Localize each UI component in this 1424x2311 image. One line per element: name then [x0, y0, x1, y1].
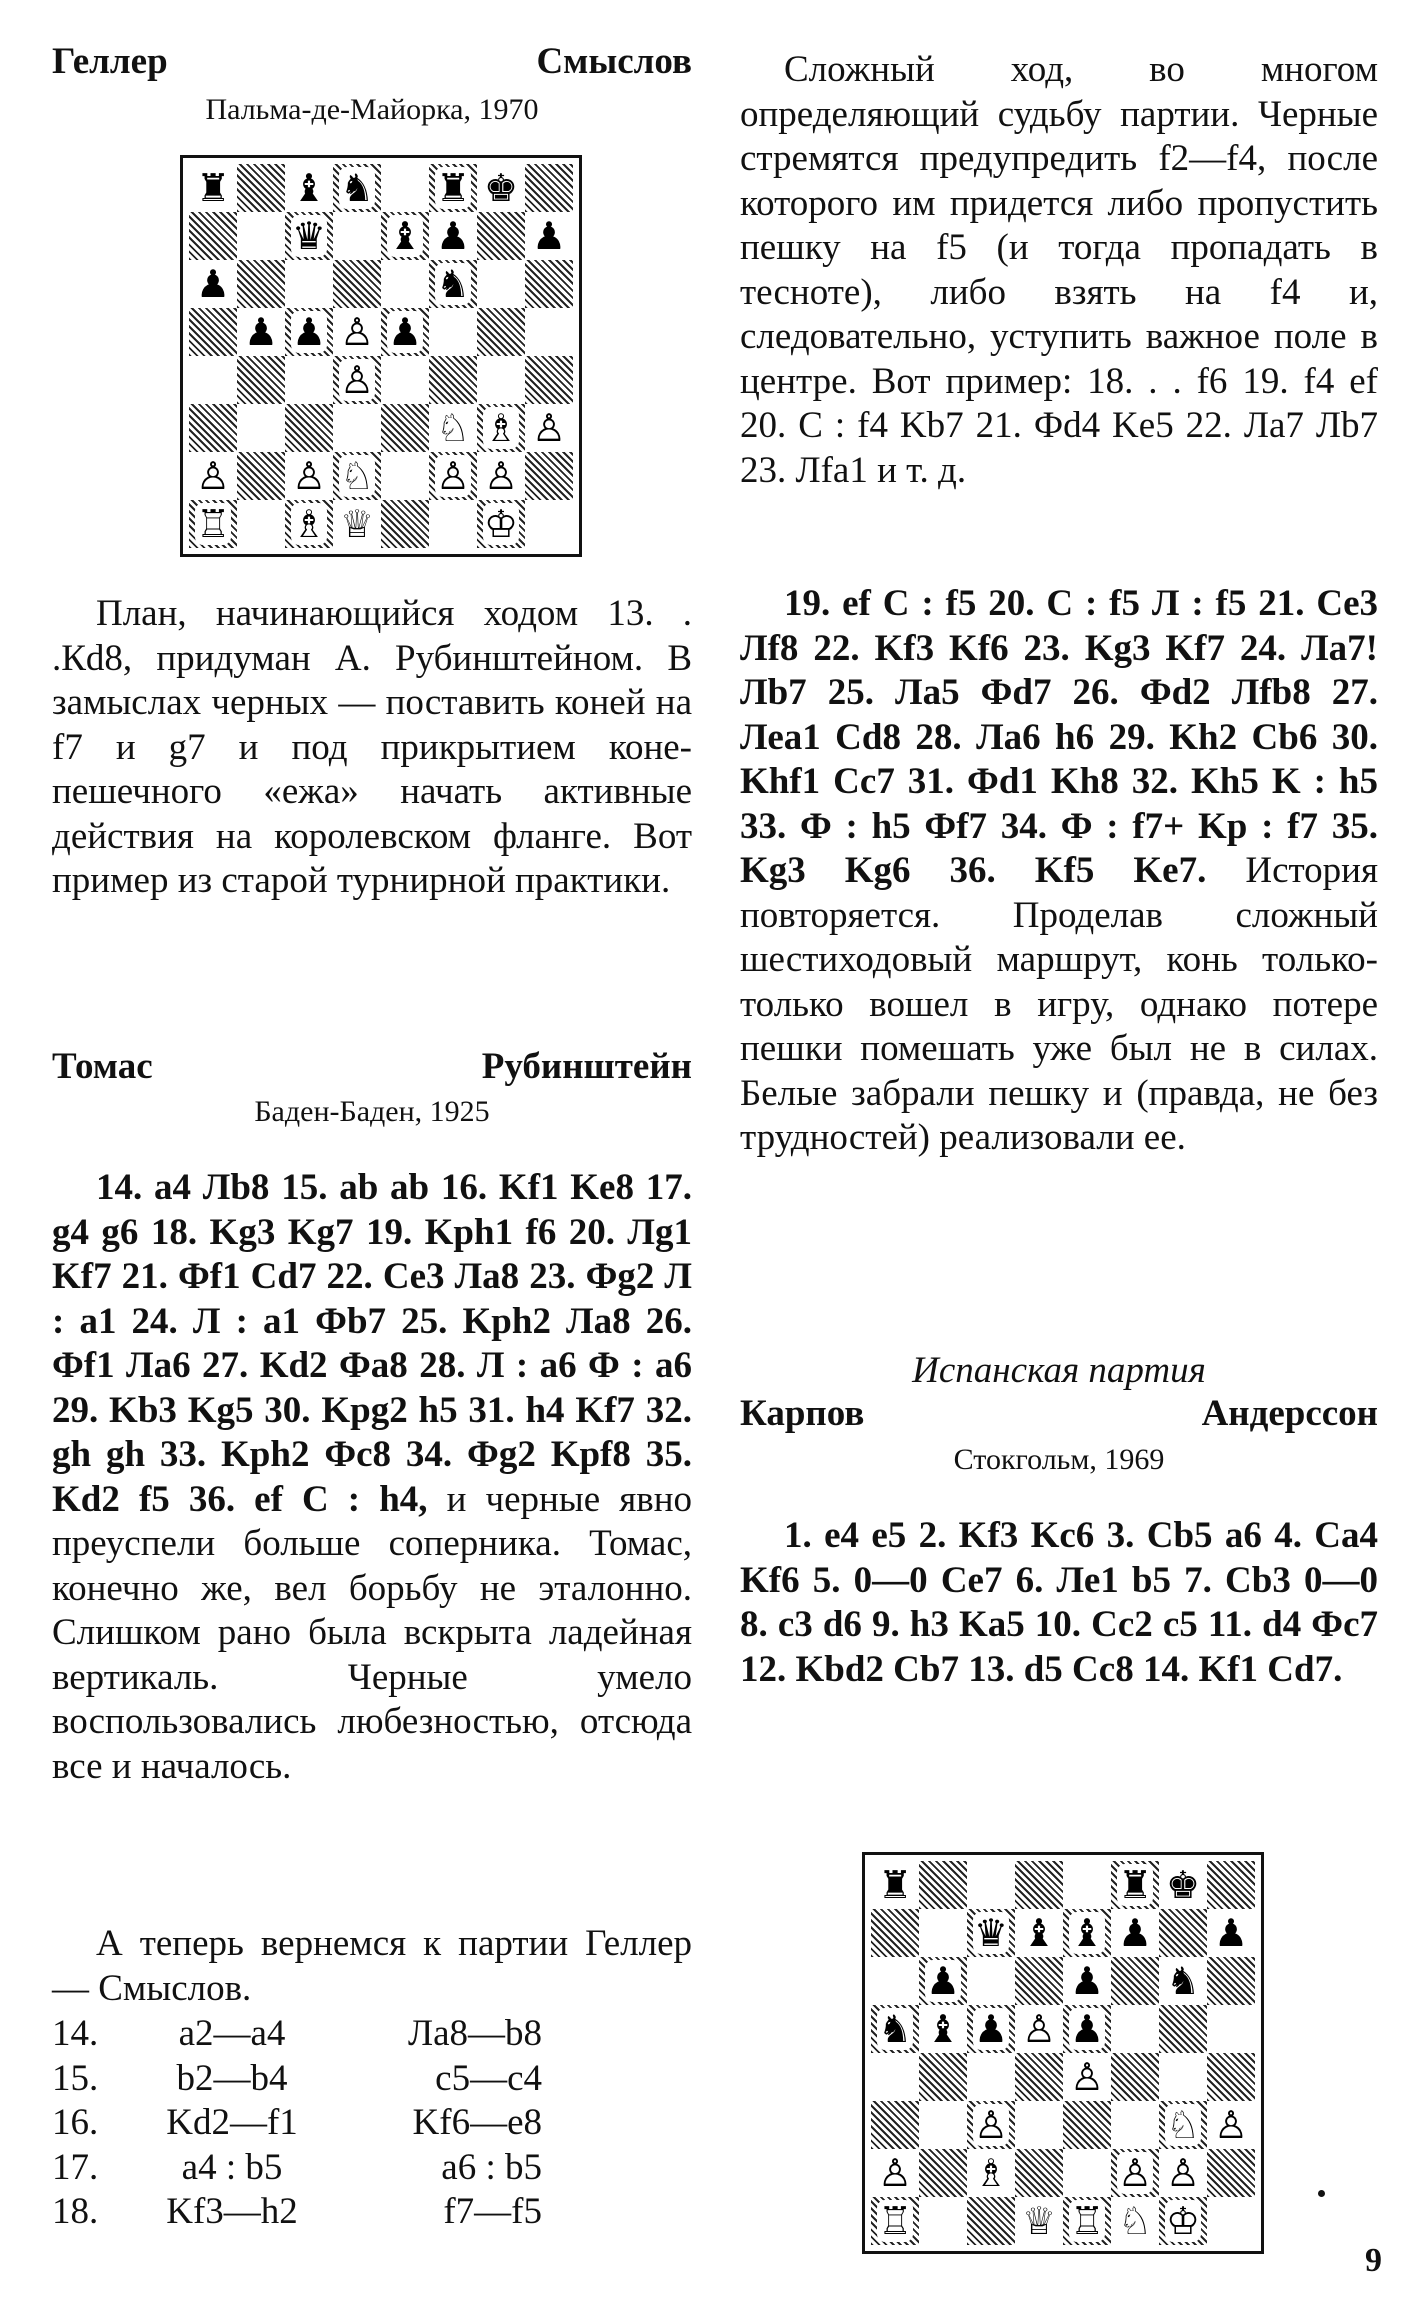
board-square: [871, 2101, 919, 2149]
game1-header: [52, 40, 692, 84]
board-square: [477, 356, 525, 404]
board-square: [1111, 2197, 1159, 2245]
chess-piece: ♞: [877, 2007, 913, 2051]
board-square: [381, 164, 429, 212]
white-move: b2—b4: [176, 2057, 288, 2099]
board-square: [1015, 2101, 1063, 2149]
chess-piece: ♘: [435, 406, 471, 450]
board-square: [333, 308, 381, 356]
left-column: [52, 0, 692, 2232]
black-move: f7—f5: [443, 2191, 542, 2232]
board-square: [919, 1861, 967, 1909]
chess-piece: ♖: [877, 2199, 913, 2243]
chess-piece: ♙: [1021, 2007, 1057, 2051]
board-square: [189, 164, 237, 212]
board-square: [967, 1909, 1015, 1957]
board-square: [1111, 1909, 1159, 1957]
chess-piece: ♛: [291, 214, 327, 258]
board-square: [237, 500, 285, 548]
game2-venue: Баден-Баден, 1925: [254, 1095, 490, 1128]
white-move: Kd2—f1: [166, 2102, 298, 2143]
board-square: [871, 1957, 919, 2005]
board-square: [237, 260, 285, 308]
chess-piece: ♜: [435, 166, 471, 210]
chess-piece: ♙: [195, 454, 231, 498]
board-square: [429, 356, 477, 404]
board-square: [1159, 1909, 1207, 1957]
board-square: [525, 164, 573, 212]
moves-table: [52, 2012, 692, 2235]
board-square: [1015, 1909, 1063, 1957]
board-square: [429, 308, 477, 356]
chess-piece: ♘: [339, 454, 375, 498]
board-square: [189, 356, 237, 404]
board-square: [333, 356, 381, 404]
board-square: [1015, 1861, 1063, 1909]
chess-diagram-2: [862, 1852, 1264, 2254]
board-square: [871, 1909, 919, 1957]
game2-header: [52, 1045, 692, 1089]
game2-comment: и черные явно преуспели больше соперника. Томас, конечно же, вел борьбу не эталонно. Слишком рано была вскрыта ладейная вертикаль. Черные умело воспользовались любезностью, отсюда все и началось.: [52, 1478, 692, 1787]
board-square: [1207, 2053, 1255, 2101]
chess-piece: ♛: [973, 1911, 1009, 1955]
chess-piece: ♘: [1165, 2103, 1201, 2147]
chess-piece: ♙: [483, 454, 519, 498]
board-square: [477, 404, 525, 452]
board-square: [477, 212, 525, 260]
board-square: [333, 452, 381, 500]
chess-piece: ♙: [877, 2151, 913, 2195]
game1-venue: Пальма-де-Майорка, 1970: [205, 93, 539, 126]
board-square: [1159, 2149, 1207, 2197]
move-number: 17.: [52, 2146, 99, 2188]
chess-piece: ♜: [877, 1863, 913, 1907]
game1-black: Смыслов: [536, 41, 692, 82]
chess-piece: ♝: [387, 214, 423, 258]
board-square: [967, 1861, 1015, 1909]
move-number: 18.: [52, 2191, 99, 2232]
stray-dot: [1318, 2190, 1325, 2197]
move-number: 14.: [52, 2013, 99, 2054]
chess-piece: ♟: [531, 214, 567, 258]
board-square: [919, 1957, 967, 2005]
game3-header: [740, 1392, 1378, 1436]
board-square: [1207, 2101, 1255, 2149]
board-square: [189, 308, 237, 356]
chess-piece: ♚: [483, 166, 519, 210]
move-number: 16.: [52, 2102, 99, 2143]
chess-piece: ♔: [1165, 2199, 1201, 2243]
board-square: [189, 260, 237, 308]
board-square: [1159, 1957, 1207, 2005]
board-square: [1207, 2149, 1255, 2197]
board-square: [967, 2197, 1015, 2245]
chess-piece: ♞: [339, 166, 375, 210]
board-square: [285, 452, 333, 500]
board-square: [919, 1909, 967, 1957]
board-square: [1015, 1957, 1063, 2005]
board-square: [381, 404, 429, 452]
chess-piece: ♗: [291, 502, 327, 546]
board-square: [525, 356, 573, 404]
return-paragraph: А теперь вернемся к партии Геллер — Смыслов.: [52, 1923, 692, 2009]
chess-piece: ♝: [925, 2007, 961, 2051]
chess-piece: ♙: [1117, 2151, 1153, 2195]
board-square: [285, 356, 333, 404]
board-square: [919, 2197, 967, 2245]
board-square: [237, 212, 285, 260]
board-square: [429, 260, 477, 308]
board-square: [381, 212, 429, 260]
board-square: [525, 308, 573, 356]
board-square: [1207, 1909, 1255, 1957]
game2-black: Рубинштейн: [481, 1046, 692, 1087]
board-square: [381, 260, 429, 308]
chess-piece: ♘: [1117, 2199, 1153, 2243]
board-square: [237, 452, 285, 500]
chess-piece: ♟: [1117, 1911, 1153, 1955]
chess-piece: ♙: [531, 406, 567, 450]
game2-white: Томас: [52, 1046, 153, 1087]
board-square: [525, 260, 573, 308]
board-square: [1159, 2197, 1207, 2245]
board-square: [525, 212, 573, 260]
move-row: [52, 2057, 692, 2102]
chess-piece: ♔: [483, 502, 519, 546]
board-square: [1207, 2005, 1255, 2053]
right-paragraph-2: [740, 582, 1378, 1161]
chess-piece: ♗: [483, 406, 519, 450]
board-square: [967, 2149, 1015, 2197]
board-square: [1063, 1957, 1111, 2005]
board-square: [919, 2053, 967, 2101]
board-square: [525, 500, 573, 548]
chess-piece: ♟: [1069, 2007, 1105, 2051]
board-square: [285, 260, 333, 308]
board-square: [333, 500, 381, 548]
opening-title: Испанская партия: [912, 1350, 1206, 1391]
board-square: [871, 2197, 919, 2245]
board-square: [237, 164, 285, 212]
black-move: c5—c4: [435, 2057, 542, 2099]
board-square: [285, 404, 333, 452]
white-move: a2—a4: [178, 2013, 286, 2054]
chess-piece: ♞: [1165, 1959, 1201, 2003]
board-square: [1015, 2149, 1063, 2197]
board-square: [871, 2005, 919, 2053]
board-square: [919, 2101, 967, 2149]
plan-paragraph: План, начинающийся ходом 13. . .Кd8, придуман А. Рубинштейном. В замыслах черных — поставить коней на f7 и g7 и под прикрытием коне-пешечного «ежа» начать активные действия на королевском фланге. Вот пример из старой турнирной практики.: [52, 593, 692, 901]
chess-piece: ♜: [1117, 1863, 1153, 1907]
chess-piece: ♟: [195, 262, 231, 306]
board-square: [429, 212, 477, 260]
board-square: [477, 164, 525, 212]
board-square: [1159, 2101, 1207, 2149]
board-square: [333, 404, 381, 452]
chess-piece: ♙: [1165, 2151, 1201, 2195]
board-square: [1063, 1909, 1111, 1957]
board-square: [189, 404, 237, 452]
board-square: [1111, 1957, 1159, 2005]
chess-piece: ♙: [339, 310, 375, 354]
board-square: [429, 452, 477, 500]
board-square: [1159, 2005, 1207, 2053]
board-square: [1015, 2005, 1063, 2053]
board-square: [871, 2053, 919, 2101]
board-square: [381, 308, 429, 356]
board-square: [381, 452, 429, 500]
board-square: [919, 2005, 967, 2053]
board-square: [1207, 2197, 1255, 2245]
chess-piece: ♚: [1165, 1863, 1201, 1907]
board-square: [189, 212, 237, 260]
chess-piece: ♕: [1021, 2199, 1057, 2243]
board-square: [1015, 2053, 1063, 2101]
chess-piece: ♙: [1213, 2103, 1249, 2147]
board-square: [1111, 2149, 1159, 2197]
game1-white: Геллер: [52, 41, 168, 82]
chess-piece: ♟: [925, 1959, 961, 2003]
board-square: [237, 404, 285, 452]
board-square: [285, 500, 333, 548]
board-square: [1063, 2053, 1111, 2101]
board-square: [285, 212, 333, 260]
board-square: [967, 1957, 1015, 2005]
board-square: [967, 2005, 1015, 2053]
board-square: [1111, 1861, 1159, 1909]
board-square: [967, 2053, 1015, 2101]
page-number: 9: [1365, 2242, 1382, 2279]
board-square: [1063, 2197, 1111, 2245]
chess-piece: ♕: [339, 502, 375, 546]
chess-piece: ♟: [243, 310, 279, 354]
chess-diagram-1: [180, 155, 582, 557]
board-square: [1063, 2101, 1111, 2149]
chess-piece: ♞: [435, 262, 471, 306]
board-square: [477, 500, 525, 548]
board-square: [1111, 2053, 1159, 2101]
board-square: [477, 452, 525, 500]
board-square: [525, 404, 573, 452]
game3-venue: Стокгольм, 1969: [953, 1443, 1165, 1476]
game1-continuation-comment: История повторяется. Проделав сложный шестиходовый маршрут, конь только-только вошел в игру, однако потере пешки помешать уже был не в силах. Белые забрали пешку и (правда, не без трудностей) реализовали ее.: [740, 850, 1378, 1158]
white-move: a4 : b5: [181, 2146, 283, 2188]
chess-piece: ♙: [435, 454, 471, 498]
board-square: [1111, 2101, 1159, 2149]
game3-black: Андерссон: [1201, 1393, 1378, 1434]
chess-piece: ♝: [291, 166, 327, 210]
board-square: [1015, 2197, 1063, 2245]
white-move: Kf3—h2: [166, 2191, 298, 2232]
chess-piece: ♖: [1069, 2199, 1105, 2243]
board-square: [919, 2149, 967, 2197]
chess-piece: ♝: [1021, 1911, 1057, 1955]
board-square: [189, 452, 237, 500]
chess-piece: ♟: [1069, 1959, 1105, 2003]
board-square: [381, 356, 429, 404]
chess-piece: ♟: [973, 2007, 1009, 2051]
board-square: [1159, 2053, 1207, 2101]
board-square: [1207, 1957, 1255, 2005]
board-square: [333, 260, 381, 308]
board-square: [285, 164, 333, 212]
chess-piece: ♟: [1213, 1911, 1249, 1955]
board-square: [333, 212, 381, 260]
game3-white: Карпов: [740, 1393, 865, 1434]
black-move: a6 : b5: [441, 2146, 542, 2188]
board-square: [1063, 1861, 1111, 1909]
chess-piece: ♝: [1069, 1911, 1105, 1955]
move-number: 15.: [52, 2057, 99, 2099]
board-square: [1063, 2149, 1111, 2197]
board-square: [1207, 1861, 1255, 1909]
board-square: [429, 164, 477, 212]
board-square: [237, 356, 285, 404]
board-square: [967, 2101, 1015, 2149]
move-row: [52, 2146, 692, 2191]
chess-piece: ♙: [1069, 2055, 1105, 2099]
game2-paragraph: [52, 1166, 692, 1789]
chess-piece: ♜: [195, 166, 231, 210]
move-row: [52, 2190, 692, 2235]
chess-piece: ♖: [195, 502, 231, 546]
chess-piece: ♟: [435, 214, 471, 258]
chess-piece: ♙: [291, 454, 327, 498]
right-paragraph-1: Сложный ход, во многом определяющий судьбу партии. Черные стремятся предупредить f2—f4, после которого им придется либо пропустить пешку на f5 (и тогда пропадать в тесноте), либо взять на f4 и, следовательно, уступить важное поле в центре. Вот пример: 18. . . f6 19. f4 ef 20. C : f4 Kb7 21. Фd4 Ke5 22. Лa7 Лb7 23. Лfa1 и т. д.: [740, 49, 1378, 491]
move-row: [52, 2012, 692, 2057]
board-square: [333, 164, 381, 212]
board-square: [871, 2149, 919, 2197]
board-square: [871, 1861, 919, 1909]
board-square: [477, 308, 525, 356]
game2-moves: 14. a4 Лb8 15. ab ab 16. Kf1 Ke8 17. g4 g6 18. Kg3 Kg7 19. Kph1 f6 20. Лg1 Kf7 21. Фf1 Cd7 22. Ce3 Лa8 23. Фg2 Л : a1 24. Л : a1 Фb7 25. Kph2 Лa8 26. Фf1 Лa6 27. Kd2 Фa8 28. Л : a6 Ф : a6 29. Kb3 Kg5 30. Kpg2 h5 31. h4 Kf7 32. gh gh 33. Kph2 Фc8 34. Фg2 Kpf8 35. Kd2 f5 36. ef C : h4,: [52, 1167, 692, 1520]
board-square: [237, 308, 285, 356]
chess-piece: ♗: [973, 2151, 1009, 2195]
board-square: [1111, 2005, 1159, 2053]
board-square: [429, 500, 477, 548]
chess-piece: ♙: [973, 2103, 1009, 2147]
board-square: [381, 500, 429, 548]
black-move: Kf6—e8: [412, 2102, 542, 2143]
move-row: [52, 2101, 692, 2146]
board-square: [189, 500, 237, 548]
game1-continuation-moves: 19. ef C : f5 20. C : f5 Л : f5 21. Ce3 Лf8 22. Kf3 Kf6 23. Kg3 Kf7 24. Лa7! Лb7 25. Лa5 Фd7 26. Фd2 Лfb8 27. Леa1 Cd8 28. Лa6 h6 29. Kh2 Cb6 30. Khf1 Cc7 31. Фd1 Kh8 32. Kh5 K : h5 33. Ф : h5 Фf7 34. Ф : f7+ Kp : f7 35. Kg3 Kg6 36. Kf5 Ke7.: [740, 583, 1378, 891]
board-square: [1159, 1861, 1207, 1909]
chess-piece: ♟: [387, 310, 423, 354]
game3-moves: 1. e4 e5 2. Kf3 Kc6 3. Cb5 a6 4. Ca4 Kf6 5. 0—0 Ce7 6. Ле1 b5 7. Cb3 0—0 8. c3 d6 9. h3 Ka5 10. Cc2 c5 11. d4 Фc7 12. Kbd2 Cb7 13. d5 Cc8 14. Kf1 Cd7.: [740, 1515, 1378, 1690]
board-square: [1063, 2005, 1111, 2053]
board-square: [285, 308, 333, 356]
black-move: Лa8—b8: [407, 2013, 542, 2054]
board-square: [477, 260, 525, 308]
chess-piece: ♙: [339, 358, 375, 402]
board-square: [525, 452, 573, 500]
chess-piece: ♟: [291, 310, 327, 354]
board-square: [429, 404, 477, 452]
